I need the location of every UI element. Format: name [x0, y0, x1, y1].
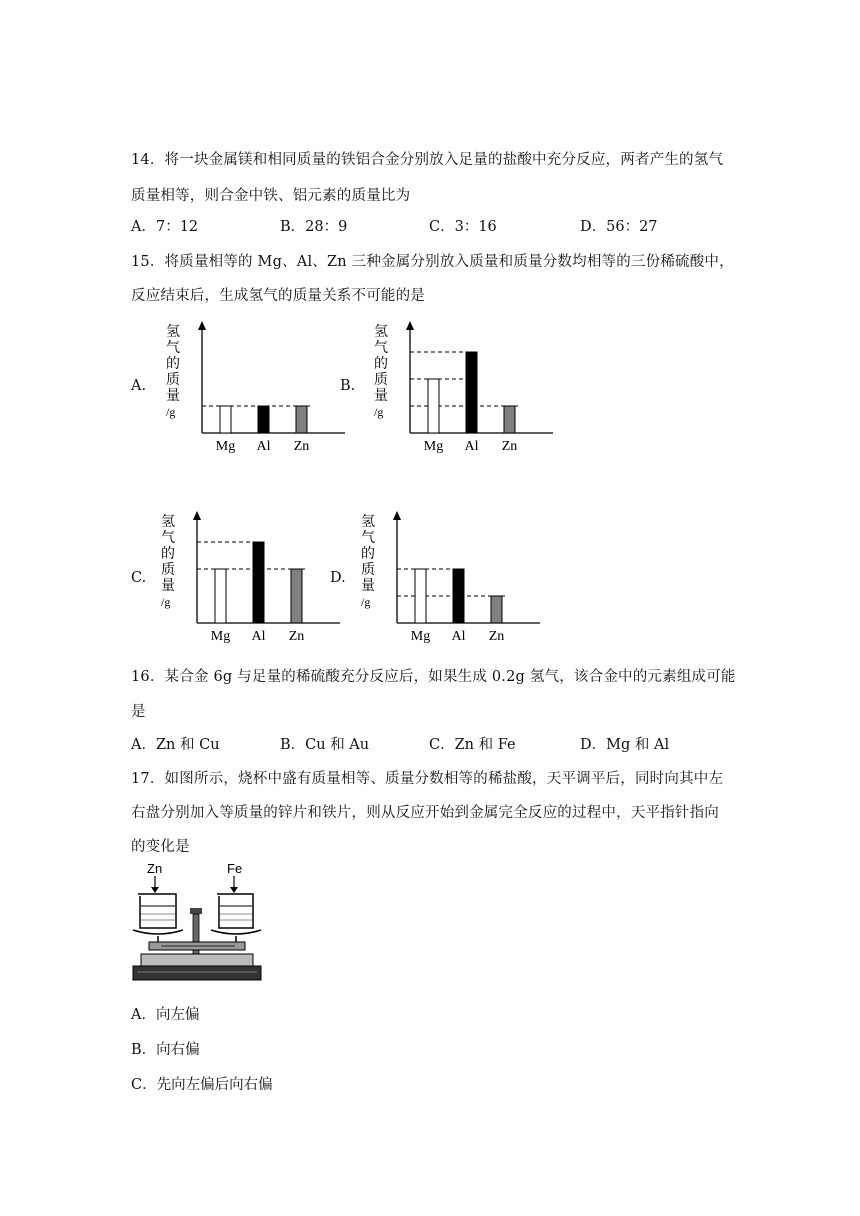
y-axis-label-char: /g	[361, 595, 371, 609]
bar-al	[258, 406, 269, 433]
bar-mg	[415, 569, 426, 623]
q14-text-line2: 质量相等，则合金中铁、铝元素的质量比为	[131, 188, 411, 204]
bar-mg	[215, 569, 226, 623]
y-axis-label-char: 质	[374, 373, 388, 388]
y-axis-label-char: 氢	[361, 515, 375, 530]
y-axis-arrow	[193, 511, 201, 520]
q16-option-a: A．Zn 和 Cu	[131, 737, 220, 753]
bar-al	[253, 542, 264, 623]
chart-b	[368, 318, 558, 458]
chart-c-svg	[155, 508, 345, 648]
y-axis-label-char: /g	[374, 405, 384, 419]
bar-zn	[291, 569, 302, 623]
x-tick-label: Mg	[410, 629, 431, 644]
y-axis-label-char: 气	[374, 341, 388, 356]
x-tick-label: Mg	[215, 439, 236, 454]
chart-d	[355, 508, 545, 648]
y-axis-label-char: 量	[166, 389, 180, 404]
y-axis-label-char: 质	[166, 373, 180, 388]
y-axis-label-char: 气	[361, 531, 375, 546]
x-tick-label: Al	[464, 439, 479, 454]
y-axis-label-char: 氢	[161, 515, 175, 530]
q17-option-c: C．先向左偏后向右偏	[131, 1077, 273, 1093]
q15-text-line2: 反应结束后，生成氢气的质量关系不可能的是	[131, 288, 425, 304]
x-tick-label: Zn	[293, 439, 310, 454]
y-axis-arrow	[406, 321, 414, 330]
q15-option-b-label: B.	[340, 378, 356, 394]
q14-option-c: C．3：16	[429, 219, 497, 235]
y-axis-label-char: 的	[161, 547, 175, 562]
y-axis-label-char: /g	[161, 595, 171, 609]
bar-zn	[296, 406, 307, 433]
bar-mg	[428, 379, 439, 433]
bar-al	[453, 569, 464, 623]
q15-option-a-label: A.	[131, 378, 147, 394]
q16-text-line2: 是	[131, 704, 146, 720]
chart-b-svg	[368, 318, 558, 458]
chart-a	[160, 318, 350, 458]
bar-zn	[504, 406, 515, 433]
q16-option-b: B．Cu 和 Au	[280, 737, 370, 753]
y-axis-label-char: /g	[166, 405, 176, 419]
bar-mg	[220, 406, 231, 433]
q16-text-line1: 16．某合金 6g 与足量的稀硫酸充分反应后，如果生成 0.2g 氢气，该合金中的元素组成可能	[131, 669, 736, 685]
x-tick-label: Mg	[210, 629, 231, 644]
y-axis-label-char: 的	[361, 547, 375, 562]
q17-text-line3: 的变化是	[131, 839, 190, 855]
y-axis-label-char: 质	[361, 563, 375, 578]
q15-option-c-label: C.	[131, 570, 147, 586]
y-axis-label-char: 的	[166, 357, 180, 372]
y-axis-arrow	[198, 321, 206, 330]
x-tick-label: Mg	[423, 439, 444, 454]
q15-option-d-label: D.	[330, 570, 346, 586]
q17-option-b: B．向右偏	[131, 1042, 200, 1058]
x-tick-label: Al	[251, 629, 266, 644]
chart-d-svg	[355, 508, 545, 648]
bar-zn	[491, 596, 502, 623]
bar-al	[466, 352, 477, 433]
y-axis-arrow	[393, 511, 401, 520]
y-axis-label-char: 气	[161, 531, 175, 546]
y-axis-label-char: 量	[161, 579, 175, 594]
q16-option-c: C．Zn 和 Fe	[429, 737, 516, 753]
y-axis-label-char: 的	[374, 357, 388, 372]
zn-label: Zn	[147, 861, 163, 876]
y-axis-label-char: 量	[361, 579, 375, 594]
balance-figure	[131, 858, 271, 986]
q17-option-a: A．向左偏	[131, 1007, 200, 1023]
y-axis-label-char: 量	[374, 389, 388, 404]
x-tick-label: Zn	[488, 629, 505, 644]
q15-text-line1: 15．将质量相等的 Mg、Al、Zn 三种金属分别放入质量和质量分数均相等的三份稀硫酸中，	[131, 254, 734, 270]
x-tick-label: Zn	[501, 439, 518, 454]
q14-option-b: B．28：9	[280, 219, 348, 235]
fe-label: Fe	[227, 861, 243, 876]
q17-text-line1: 17．如图所示，烧杯中盛有质量相等、质量分数相等的稀盐酸，天平调平后，同时向其中左	[131, 771, 724, 787]
q14-text-line1: 14．将一块金属镁和相同质量的铁铝合金分别放入足量的盐酸中充分反应，两者产生的氢气	[131, 152, 724, 168]
y-axis-label-char: 氢	[374, 325, 388, 340]
x-tick-label: Al	[451, 629, 466, 644]
y-axis-label-char: 质	[161, 563, 175, 578]
x-tick-label: Zn	[288, 629, 305, 644]
chart-a-svg	[160, 318, 350, 458]
x-tick-label: Al	[256, 439, 271, 454]
q14-option-a: A．7：12	[131, 219, 199, 235]
q17-text-line2: 右盘分别加入等质量的锌片和铁片，则从反应开始到金属完全反应的过程中，天平指针指向	[131, 805, 719, 821]
q14-option-d: D．56：27	[580, 219, 658, 235]
y-axis-label-char: 氢	[166, 325, 180, 340]
y-axis-label-char: 气	[166, 341, 180, 356]
chart-c	[155, 508, 345, 648]
q16-option-d: D．Mg 和 Al	[580, 737, 670, 753]
